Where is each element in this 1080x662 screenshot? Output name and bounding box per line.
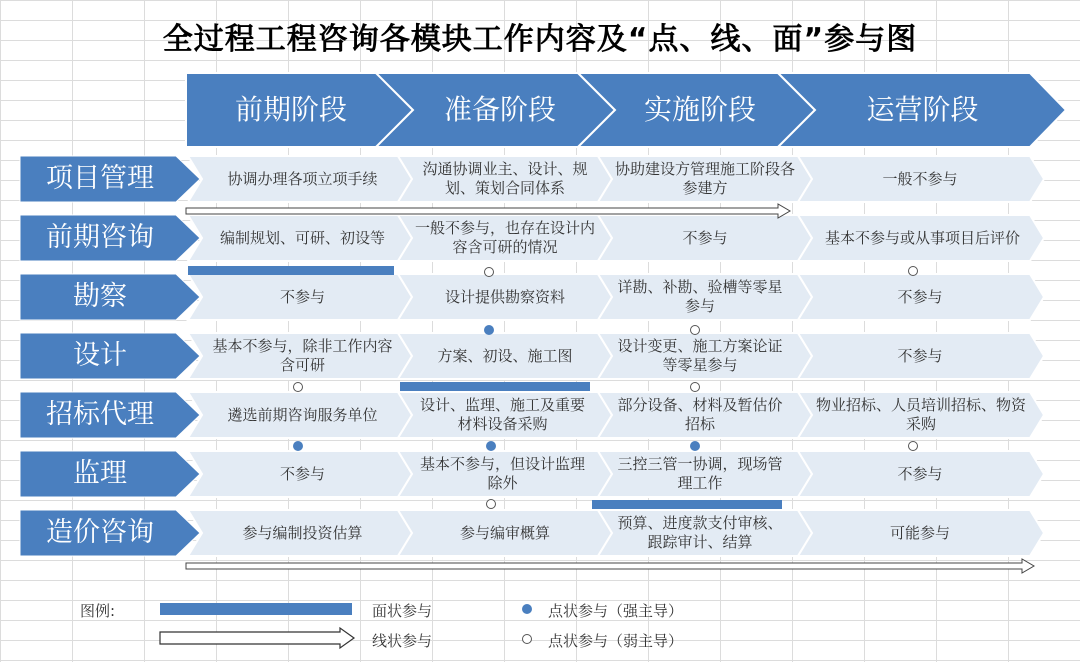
cell-r6-c2: 基本不参与，但设计监理除外 bbox=[419, 455, 585, 492]
cell-r2-c2: 一般不参与，也存在设计内容含可研的情况 bbox=[415, 219, 596, 256]
legend-point-weak-text: 点状参与（弱主导） bbox=[548, 632, 684, 650]
cell-r3-c1: 不参与 bbox=[279, 287, 325, 306]
cell-r7-c2: 参与编审概算 bbox=[459, 523, 550, 542]
legend-surface-bar-icon bbox=[160, 603, 352, 615]
row-label-pre-consulting: 前期咨询 bbox=[46, 222, 154, 253]
surface-bar-design bbox=[400, 382, 590, 391]
phase-label-3: 实施阶段 bbox=[643, 93, 756, 126]
legend-surface-text: 面状参与 bbox=[372, 602, 433, 620]
weak-dot-icon bbox=[908, 441, 918, 451]
cell-r5-c3: 部分设备、材料及暂估价招标 bbox=[617, 396, 783, 433]
strong-dot-icon bbox=[690, 441, 700, 451]
legend-hollow-arrow-icon bbox=[160, 628, 354, 648]
weak-dot-icon bbox=[293, 382, 303, 392]
cell-r1-c1: 协调办理各项立项手续 bbox=[227, 169, 378, 188]
row-label-cost-consulting: 造价咨询 bbox=[46, 517, 154, 548]
cell-r5-c4: 物业招标、人员培训招标、物资采购 bbox=[815, 396, 1026, 433]
phase-label-4: 运营阶段 bbox=[866, 93, 979, 126]
cell-r1-c3: 协助建设方管理施工阶段各参建方 bbox=[615, 160, 796, 197]
row-label-bidding-agency: 招标代理 bbox=[46, 399, 154, 430]
line-arrow-cost-consulting bbox=[186, 559, 1034, 573]
row-label-supervision: 监理 bbox=[73, 458, 127, 489]
strong-dot-icon bbox=[293, 441, 303, 451]
surface-bar-supervision bbox=[592, 500, 782, 509]
strong-dot-icon bbox=[486, 441, 496, 451]
cell-r3-c4: 不参与 bbox=[897, 287, 943, 306]
cell-r1-c4: 一般不参与 bbox=[882, 169, 958, 188]
cell-r6-c4: 不参与 bbox=[897, 464, 943, 483]
cell-r4-c1: 基本不参与，除非工作内容含可研 bbox=[212, 337, 393, 374]
legend-label: 图例: bbox=[80, 602, 116, 620]
strong-dot-icon bbox=[484, 325, 494, 335]
cell-r5-c1: 遴选前期咨询服务单位 bbox=[227, 405, 378, 424]
cell-r4-c2: 方案、初设、施工图 bbox=[437, 346, 573, 365]
legend-point-strong-text: 点状参与（强主导） bbox=[548, 602, 684, 620]
phase-label-1: 前期阶段 bbox=[234, 93, 347, 126]
cell-r1-c2: 沟通协调业主、设计、规划、策划合同体系 bbox=[422, 160, 588, 197]
cell-r6-c3: 三控三管一协调，现场管理工作 bbox=[617, 455, 783, 492]
cell-r7-c3: 预算、进度款支付审核、跟踪审计、结算 bbox=[617, 514, 783, 551]
weak-dot-icon bbox=[908, 266, 918, 276]
weak-dot-icon bbox=[690, 382, 700, 392]
cell-r2-c3: 不参与 bbox=[682, 228, 728, 247]
surface-bar-pre-consulting bbox=[188, 266, 394, 275]
legend-weak-dot-icon bbox=[522, 634, 532, 644]
cell-r4-c4: 不参与 bbox=[897, 346, 943, 365]
weak-dot-icon bbox=[484, 267, 494, 277]
cell-r2-c4: 基本不参与或从事项目后评价 bbox=[824, 228, 1020, 247]
weak-dot-icon bbox=[486, 499, 496, 509]
cell-r5-c2: 设计、监理、施工及重要材料设备采购 bbox=[419, 396, 585, 433]
cell-r3-c2: 设计提供勘察资料 bbox=[444, 287, 565, 306]
cell-r3-c3: 详勘、补勘、验槽等零星参与 bbox=[617, 278, 783, 315]
weak-dot-icon bbox=[690, 325, 700, 335]
cell-r4-c3: 设计变更、施工方案论证等零星参与 bbox=[617, 337, 783, 374]
row-label-survey: 勘察 bbox=[73, 281, 127, 312]
cell-r7-c1: 参与编制投资估算 bbox=[242, 523, 363, 542]
cell-r7-c4: 可能参与 bbox=[889, 523, 950, 542]
row-label-project-mgmt: 项目管理 bbox=[46, 163, 154, 194]
cell-r6-c1: 不参与 bbox=[279, 464, 325, 483]
row-label-design: 设计 bbox=[73, 340, 127, 371]
legend-strong-dot-icon bbox=[522, 604, 532, 614]
page-title: 全过程工程咨询各模块工作内容及“点、线、面”参与图 bbox=[162, 22, 918, 57]
cell-r2-c1: 编制规划、可研、初设等 bbox=[219, 228, 385, 247]
phase-label-2: 准备阶段 bbox=[443, 93, 556, 126]
legend-line-text: 线状参与 bbox=[372, 632, 433, 650]
